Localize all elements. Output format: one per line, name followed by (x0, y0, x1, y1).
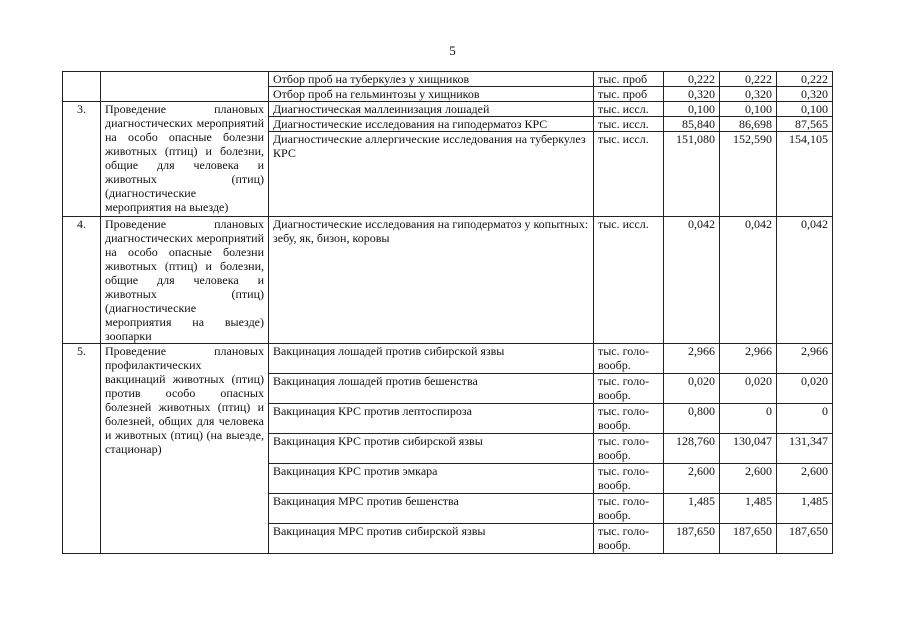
item-name: Вакцинация МРС против бешенства (269, 494, 594, 524)
item-value-1: 0,800 (664, 404, 720, 434)
item-value-2: 0,100 (720, 102, 777, 117)
row-number: 5. (63, 344, 101, 554)
item-name: Диагностические исследования на гиподерматоз у копытных: зебу, як, бизон, коровы (269, 217, 594, 344)
item-unit: тыс. голо-вообр. (594, 404, 664, 434)
item-value-2: 0,222 (720, 72, 777, 87)
item-value-1: 0,042 (664, 217, 720, 344)
row-number: 4. (63, 217, 101, 344)
item-value-1: 0,020 (664, 374, 720, 404)
item-name: Вакцинация КРС против лептоспироза (269, 404, 594, 434)
item-value-2: 0,020 (720, 374, 777, 404)
item-value-3: 187,650 (777, 524, 833, 554)
item-name: Вакцинация КРС против эмкара (269, 464, 594, 494)
item-value-1: 1,485 (664, 494, 720, 524)
item-value-2: 130,047 (720, 434, 777, 464)
item-unit: тыс. голо-вообр. (594, 464, 664, 494)
item-name: Диагностические аллергические исследования на туберкулез КРС (269, 132, 594, 217)
item-value-2: 152,590 (720, 132, 777, 217)
table-row (63, 72, 833, 87)
item-name: Отбор проб на туберкулез у хищников (269, 72, 594, 87)
item-unit: тыс. проб (594, 87, 664, 102)
item-value-1: 151,080 (664, 132, 720, 217)
item-value-3: 0 (777, 404, 833, 434)
item-unit: тыс. голо-вообр. (594, 524, 664, 554)
item-value-3: 0,042 (777, 217, 833, 344)
item-unit: тыс. голо-вообр. (594, 344, 664, 374)
item-value-1: 85,840 (664, 117, 720, 132)
item-value-1: 2,966 (664, 344, 720, 374)
item-value-2: 0,042 (720, 217, 777, 344)
item-value-2: 0,320 (720, 87, 777, 102)
item-unit: тыс. иссл. (594, 217, 664, 344)
event-description: Проведение плановых диагностических мероприятий на особо опасные болезни животных (птиц) и болезни, общие для человека и животных (птиц) (диагностические мероприятия на выезде) (101, 102, 269, 217)
item-value-2: 2,600 (720, 464, 777, 494)
item-value-3: 0,020 (777, 374, 833, 404)
item-value-3: 87,565 (777, 117, 833, 132)
page-number: 5 (449, 43, 456, 58)
item-unit: тыс. иссл. (594, 102, 664, 117)
item-value-3: 131,347 (777, 434, 833, 464)
item-value-1: 0,222 (664, 72, 720, 87)
item-name: Вакцинация КРС против сибирской язвы (269, 434, 594, 464)
item-value-1: 0,100 (664, 102, 720, 117)
item-value-3: 1,485 (777, 494, 833, 524)
item-value-3: 154,105 (777, 132, 833, 217)
item-name: Диагностическая маллеинизация лошадей (269, 102, 594, 117)
item-name: Диагностические исследования на гиподерматоз КРС (269, 117, 594, 132)
item-value-1: 187,650 (664, 524, 720, 554)
item-value-2: 187,650 (720, 524, 777, 554)
item-value-3: 0,320 (777, 87, 833, 102)
event-description: Проведение плановых диагностических мероприятий на особо опасные болезни животных (птиц) и болезни, общие для человека и животных (птиц) (диагностические мероприятия на выезде) зоопарки (101, 217, 269, 344)
table-row (63, 102, 833, 117)
item-name: Отбор проб на гельминтозы у хищников (269, 87, 594, 102)
item-value-2: 86,698 (720, 117, 777, 132)
item-value-1: 2,600 (664, 464, 720, 494)
item-value-3: 2,600 (777, 464, 833, 494)
item-value-2: 0 (720, 404, 777, 434)
item-value-2: 1,485 (720, 494, 777, 524)
item-unit: тыс. проб (594, 72, 664, 87)
item-name: Вакцинация лошадей против сибирской язвы (269, 344, 594, 374)
item-unit: тыс. голо-вообр. (594, 494, 664, 524)
row-number (63, 72, 101, 102)
event-description (101, 72, 269, 102)
item-value-1: 0,320 (664, 87, 720, 102)
item-unit: тыс. иссл. (594, 117, 664, 132)
measures-table (62, 71, 833, 554)
row-number: 3. (63, 102, 101, 217)
item-value-3: 0,222 (777, 72, 833, 87)
item-unit: тыс. иссл. (594, 132, 664, 217)
table-row (63, 344, 833, 374)
item-value-3: 0,100 (777, 102, 833, 117)
item-name: Вакцинация лошадей против бешенства (269, 374, 594, 404)
item-value-1: 128,760 (664, 434, 720, 464)
item-unit: тыс. голо-вообр. (594, 374, 664, 404)
item-value-2: 2,966 (720, 344, 777, 374)
event-description: Проведение плановых профилактических вакцинаций животных (птиц) против особо опасных болезней животных (птиц) и болезней, общих для человека и животных (птиц) (на выезде, стационар) (101, 344, 269, 554)
item-value-3: 2,966 (777, 344, 833, 374)
table-row (63, 217, 833, 344)
item-name: Вакцинация МРС против сибирской язвы (269, 524, 594, 554)
item-unit: тыс. голо-вообр. (594, 434, 664, 464)
